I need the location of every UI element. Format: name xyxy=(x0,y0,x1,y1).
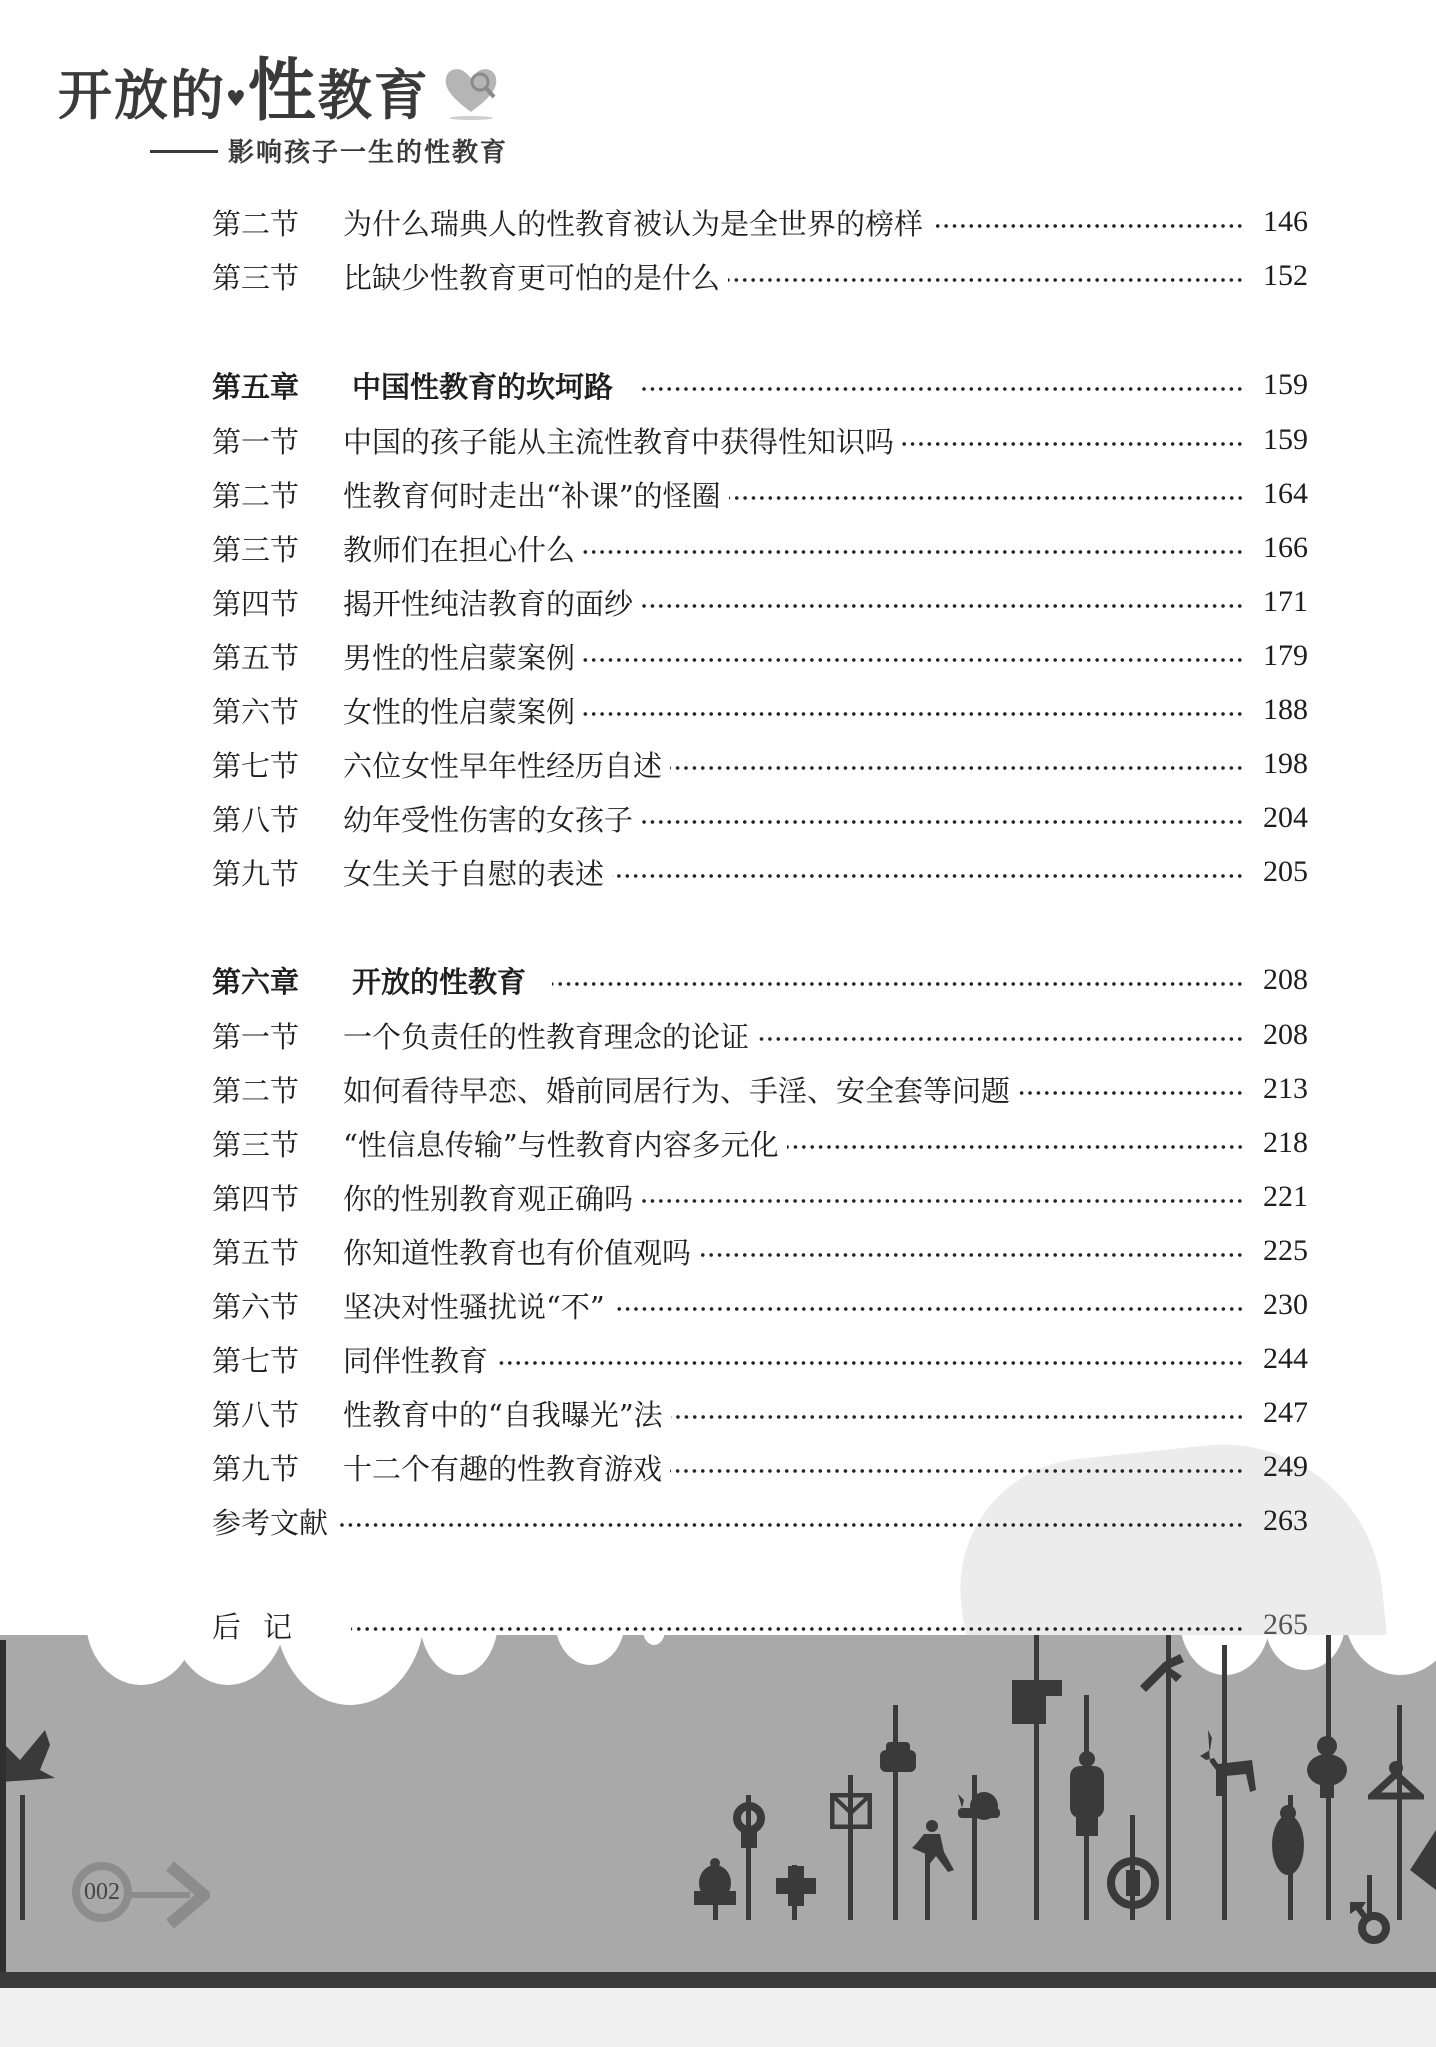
branch-icon xyxy=(1136,1652,1186,1702)
leader-dots xyxy=(699,1252,1244,1258)
toc-entry[interactable] xyxy=(212,1285,1308,1325)
chapter-title: 中国性教育的坎坷路 xyxy=(352,369,614,404)
entry-title: 幼年受性伤害的女孩子 xyxy=(343,802,634,837)
figure-icon xyxy=(1268,1805,1308,1885)
decorative-skyline-band xyxy=(0,1635,1436,1995)
entry-label: 第五节 xyxy=(212,1235,300,1270)
leader-dots xyxy=(583,549,1244,555)
page-number-badge: 002 xyxy=(72,1862,132,1922)
entry-page: 152 xyxy=(1263,259,1308,292)
leader-dots xyxy=(641,603,1244,609)
entry-page: 164 xyxy=(1263,477,1308,510)
entry-page: 213 xyxy=(1263,1072,1308,1105)
mail-icon xyxy=(830,1793,872,1829)
heart-magnifier-icon xyxy=(440,60,502,122)
entry-label: 第一节 xyxy=(212,1019,300,1054)
entry-page: 244 xyxy=(1263,1342,1308,1375)
entry-label: 第八节 xyxy=(212,802,300,837)
entry-label: 第四节 xyxy=(212,1181,300,1216)
entry-label: 第九节 xyxy=(212,856,300,891)
leader-dots xyxy=(671,1414,1244,1420)
entry-title: 参考文献 xyxy=(212,1505,329,1540)
toc-entry[interactable] xyxy=(212,420,1308,460)
entry-label: 第一节 xyxy=(212,424,300,459)
entry-page: 208 xyxy=(1263,1018,1308,1051)
entry-label: 第八节 xyxy=(212,1397,300,1432)
title-text-part1: 开放的 xyxy=(58,64,226,127)
leader-dots xyxy=(552,981,1244,987)
entry-title: 性教育中的“自我曝光”法 xyxy=(343,1397,663,1432)
entry-page: 166 xyxy=(1263,531,1308,564)
entry-page: 179 xyxy=(1263,639,1308,672)
toc-entry[interactable] xyxy=(212,1393,1308,1433)
entry-title: “性信息传输”与性教育内容多元化 xyxy=(343,1127,779,1162)
car-icon xyxy=(878,1740,918,1780)
toc-entry[interactable] xyxy=(212,582,1308,622)
entry-page: 171 xyxy=(1263,585,1308,618)
entry-page: 188 xyxy=(1263,693,1308,726)
toc-entry[interactable] xyxy=(212,1015,1308,1055)
entry-page: 249 xyxy=(1263,1450,1308,1483)
partial-triangle-icon xyxy=(1410,1830,1436,1890)
male-symbol-icon xyxy=(1348,1898,1392,1946)
toc-entry-afterword[interactable] xyxy=(212,1605,1308,1645)
pole-car xyxy=(893,1705,898,1920)
entry-page: 263 xyxy=(1263,1504,1308,1537)
entry-page: 221 xyxy=(1263,1180,1308,1213)
entry-label: 第九节 xyxy=(212,1451,300,1486)
pole-bird xyxy=(20,1795,25,1920)
female-symbol-icon xyxy=(729,1802,769,1852)
entry-label: 第二节 xyxy=(212,206,300,241)
deer-icon xyxy=(1196,1730,1258,1800)
toc-entry[interactable] xyxy=(212,1069,1308,1109)
book-subtitle xyxy=(150,132,508,169)
leader-dots xyxy=(351,1626,1244,1632)
ring-symbol-icon xyxy=(1106,1856,1160,1910)
entry-title: 教师们在担心什么 xyxy=(343,532,576,567)
toc-entry[interactable] xyxy=(212,474,1308,514)
entry-label: 第三节 xyxy=(212,260,300,295)
entry-label: 第三节 xyxy=(212,532,300,567)
entry-title: 为什么瑞典人的性教育被认为是全世界的榜样 xyxy=(343,206,924,241)
subtitle-dash xyxy=(150,150,218,153)
leader-dots xyxy=(639,386,1244,392)
leader-dots xyxy=(336,1522,1244,1528)
person-icon xyxy=(1066,1750,1108,1840)
entry-label: 第七节 xyxy=(212,1343,300,1378)
toc-entry[interactable] xyxy=(212,690,1308,730)
chapter-page: 159 xyxy=(1263,368,1308,401)
entry-title: 女生关于自慰的表述 xyxy=(343,856,605,891)
pole-hanger xyxy=(1397,1705,1402,1920)
leader-dots xyxy=(729,495,1244,501)
toc-entry[interactable] xyxy=(212,202,1308,242)
toc-entry[interactable] xyxy=(212,636,1308,676)
entry-page: 198 xyxy=(1263,747,1308,780)
entry-page: 247 xyxy=(1263,1396,1308,1429)
toc-entry[interactable] xyxy=(212,798,1308,838)
entry-page: 204 xyxy=(1263,801,1308,834)
leader-dots xyxy=(787,1144,1244,1150)
entry-page: 230 xyxy=(1263,1288,1308,1321)
toc-entry[interactable] xyxy=(212,852,1308,892)
hanger-icon xyxy=(1368,1760,1424,1810)
entry-page: 225 xyxy=(1263,1234,1308,1267)
entry-page: 205 xyxy=(1263,855,1308,888)
leader-dots xyxy=(670,765,1244,771)
toc-entry-references[interactable] xyxy=(212,1501,1308,1541)
bottom-margin xyxy=(0,1988,1436,2047)
leader-dots xyxy=(931,223,1244,229)
entry-page: 146 xyxy=(1263,205,1308,238)
toc-entry[interactable] xyxy=(212,528,1308,568)
entry-label: 第四节 xyxy=(212,586,300,621)
subtitle-text: 影响孩子一生的性教育 xyxy=(228,138,509,168)
toc-entry[interactable] xyxy=(212,256,1308,296)
toc-entry[interactable] xyxy=(212,744,1308,784)
entry-title: 男性的性启蒙案例 xyxy=(343,640,576,675)
entry-label: 后记 xyxy=(212,1609,315,1644)
leader-dots xyxy=(902,441,1244,447)
toc-entry[interactable] xyxy=(212,1339,1308,1379)
leader-dots xyxy=(613,1306,1244,1312)
entry-title: 同伴性教育 xyxy=(343,1343,489,1378)
chapter-title: 开放的性教育 xyxy=(352,964,527,999)
entry-label: 第六节 xyxy=(212,1289,300,1324)
band-background xyxy=(0,1635,1436,1995)
leader-dots xyxy=(612,873,1244,879)
entry-page: 218 xyxy=(1263,1126,1308,1159)
toc-entry[interactable] xyxy=(212,1231,1308,1271)
entry-title: 一个负责任的性教育理念的论证 xyxy=(343,1019,750,1054)
entry-title: 你知道性教育也有价值观吗 xyxy=(343,1235,692,1270)
leader-dots xyxy=(641,819,1244,825)
entry-title: 性教育何时走出“补课”的怪圈 xyxy=(343,478,721,513)
entry-label: 第二节 xyxy=(212,1073,300,1108)
chapter-label: 第六章 xyxy=(212,964,300,999)
page-edge-shadow xyxy=(0,1640,6,1980)
entry-title: 坚决对性骚扰说“不” xyxy=(343,1289,605,1324)
toc-entry[interactable] xyxy=(212,1177,1308,1217)
leader-dots xyxy=(670,1468,1244,1474)
book-header xyxy=(58,52,578,168)
chapter-page: 208 xyxy=(1263,963,1308,996)
entry-label: 第五节 xyxy=(212,640,300,675)
runner-icon xyxy=(910,1818,955,1888)
title-text-emphasis: 性 xyxy=(247,52,318,131)
entry-label: 第七节 xyxy=(212,748,300,783)
pole-camera xyxy=(1034,1635,1039,1920)
entry-label: 第六节 xyxy=(212,694,300,729)
bird-icon xyxy=(0,1720,60,1800)
ground-bar xyxy=(0,1972,1436,1988)
entry-page: 265 xyxy=(1263,1608,1308,1641)
cross-icon xyxy=(776,1866,816,1906)
toc-chapter[interactable] xyxy=(212,960,1308,1000)
leader-dots xyxy=(496,1360,1244,1366)
figure2-icon xyxy=(1304,1736,1350,1798)
toc-entry[interactable] xyxy=(212,1123,1308,1163)
camera-icon xyxy=(1012,1680,1066,1724)
chapter-label: 第五章 xyxy=(212,369,300,404)
entry-title: 中国的孩子能从主流性教育中获得性知识吗 xyxy=(343,424,895,459)
entry-title: 你的性别教育观正确吗 xyxy=(343,1181,634,1216)
entry-page: 159 xyxy=(1263,423,1308,456)
entry-title: 女性的性启蒙案例 xyxy=(343,694,576,729)
entry-title: 如何看待早恋、婚前同居行为、手淫、安全套等问题 xyxy=(343,1073,1011,1108)
snail-icon xyxy=(958,1788,1000,1824)
arrow-right-icon xyxy=(130,1860,210,1930)
leader-dots xyxy=(728,277,1244,283)
entry-title: 比缺少性教育更可怕的是什么 xyxy=(343,260,721,295)
book-title xyxy=(58,52,430,132)
leader-dots xyxy=(757,1036,1244,1042)
entry-title: 十二个有趣的性教育游戏 xyxy=(343,1451,663,1486)
entry-label: 第三节 xyxy=(212,1127,300,1162)
leader-dots xyxy=(583,711,1244,717)
leader-dots xyxy=(1018,1090,1244,1096)
title-text-part2: 教育 xyxy=(317,64,430,127)
small-heart-icon: ♥ xyxy=(226,87,248,112)
entry-title: 揭开性纯洁教育的面纱 xyxy=(343,586,634,621)
toc-chapter[interactable] xyxy=(212,365,1308,405)
leader-dots xyxy=(641,1198,1244,1204)
toc-entry[interactable] xyxy=(212,1447,1308,1487)
entry-label: 第二节 xyxy=(212,478,300,513)
entry-title: 六位女性早年性经历自述 xyxy=(343,748,663,783)
tree-icon xyxy=(690,1855,740,1915)
leader-dots xyxy=(583,657,1244,663)
